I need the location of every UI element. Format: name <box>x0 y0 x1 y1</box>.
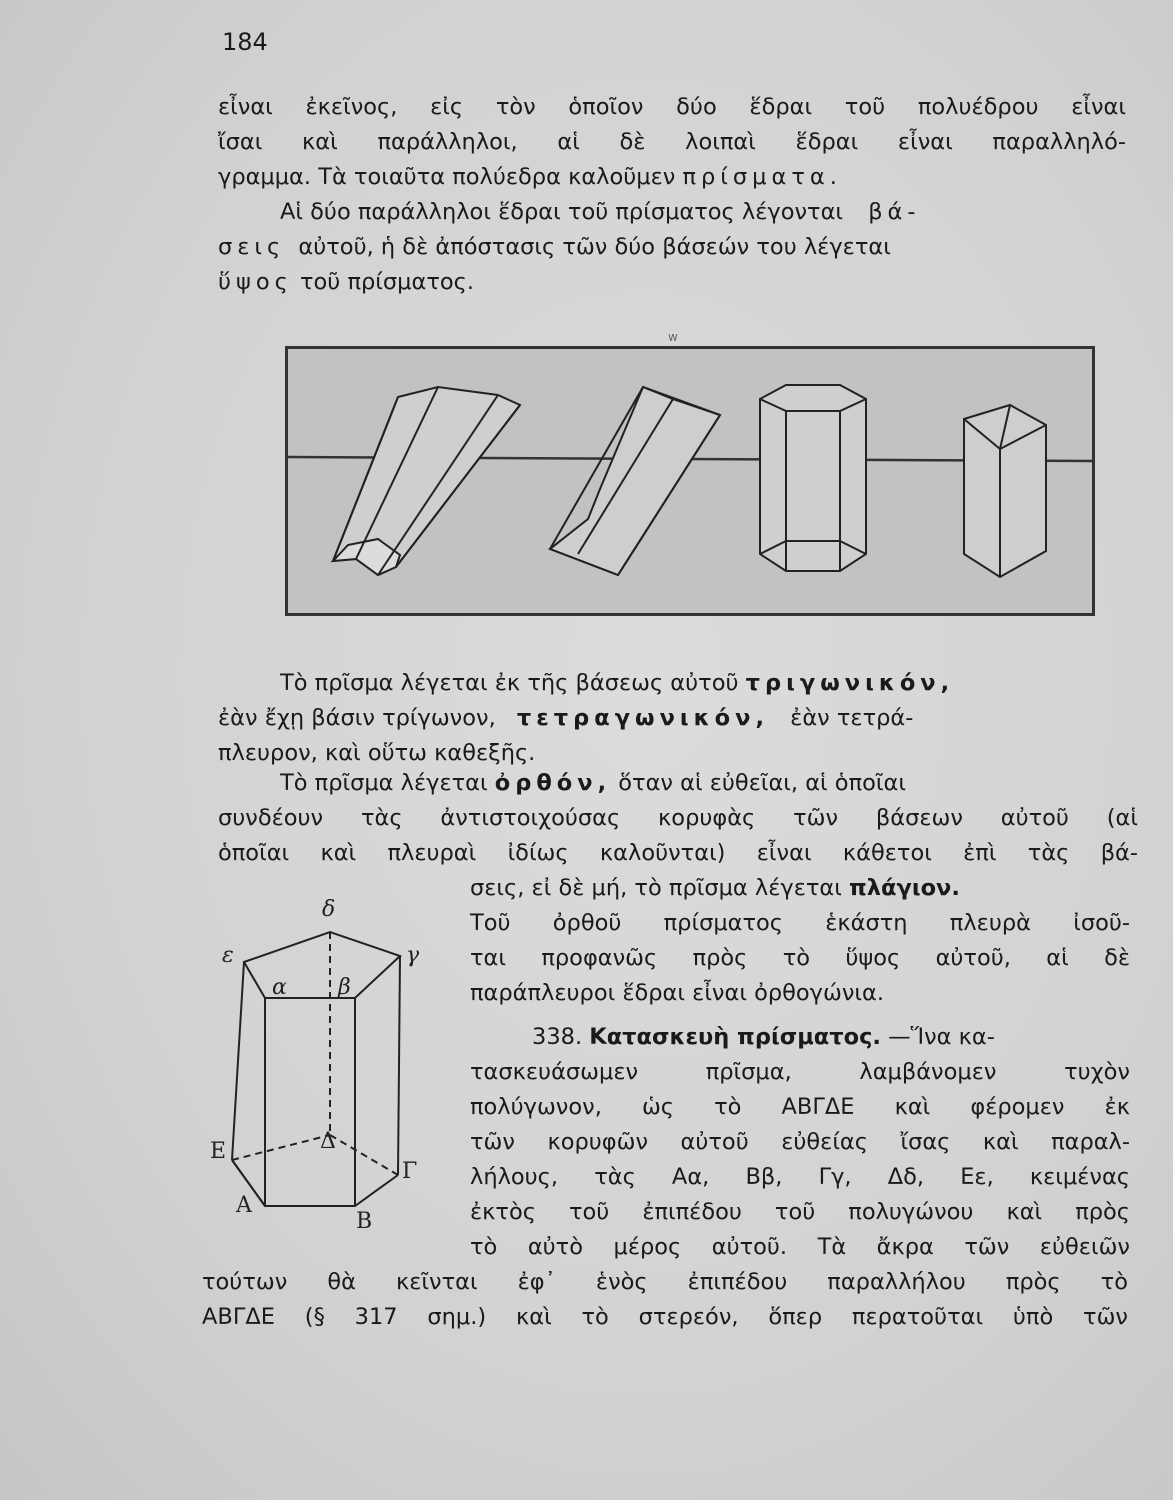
text-fragment: Τὸ πρῖσμα λέγεται <box>280 770 488 796</box>
text-fragment: αὐτοῦ, ἡ δὲ ἀπόστασις τῶν δύο βάσεών του λέγεται <box>298 234 891 260</box>
figure-top-mark: w <box>668 330 678 344</box>
text-line <box>470 871 1130 906</box>
paragraph-prism-definition <box>218 90 1126 195</box>
prisms-illustration <box>288 349 1092 613</box>
term-plagion: πλάγιον. <box>849 875 960 901</box>
label-delta-small: δ <box>322 897 336 922</box>
text-line: ΑΒΓΔΕ (§ 317 σημ.) καὶ τὸ στερεόν, ὅπερ περατοῦται ὑπὸ τῶν <box>202 1304 1128 1330</box>
text-line: τούτων θὰ κεῖνται ἐφ᾿ ἑνὸς ἐπιπέδου παραλλήλου πρὸς τὸ <box>202 1269 1128 1295</box>
text-line <box>218 666 1126 701</box>
label-gamma-small: γ <box>406 943 420 968</box>
text-line: τῶν κορυφῶν αὐτοῦ εὐθείας ἴσας καὶ παραλ- <box>470 1129 1130 1155</box>
term-orthon: ὀρθόν, <box>494 770 612 796</box>
right-tri-prism <box>964 405 1046 577</box>
text-line <box>218 195 1126 230</box>
section-heading-line <box>470 1020 1130 1055</box>
label-alpha-capital: Α <box>236 1193 252 1218</box>
text-line: ἴσαι καὶ παράλληλοι, αἱ δὲ λοιπαὶ ἕδραι εἶναι παραλληλό- <box>218 129 1126 155</box>
text-fragment: τοῦ πρίσματος. <box>300 269 475 295</box>
text-fragment: ἐὰν τετρά- <box>790 705 914 731</box>
term-baseis-cont: σεις <box>218 234 286 260</box>
text-line <box>218 160 1126 195</box>
label-epsilon-small: ε <box>222 943 234 968</box>
text-line: πλευρον, καὶ οὕτω καθεξῆς. <box>218 740 536 766</box>
paragraph-right-prism <box>218 766 1138 871</box>
text-fragment: ἐὰν ἔχῃ βάσιν τρίγωνον, <box>218 705 496 731</box>
text-line: πολύγωνον, ὡς τὸ ΑΒΓΔΕ καὶ φέρομεν ἐκ <box>470 1094 1130 1120</box>
text-line <box>218 701 1126 736</box>
paragraph-right-prism-cont <box>470 871 1130 1011</box>
section-number: 338. <box>532 1024 583 1050</box>
label-delta-capital: Δ <box>320 1129 336 1154</box>
text-line: εἶναι ἐκεῖνος, εἰς τὸν ὁποῖον δύο ἕδραι τοῦ πολυέδρου εἶναι <box>218 94 1126 120</box>
section-heading: Κατασκευὴ πρίσματος. <box>589 1024 881 1050</box>
label-gamma-capital: Γ <box>402 1159 418 1184</box>
text-line: ὁποῖαι καὶ πλευραὶ ἰδίως καλοῦνται) εἶναι κάθετοι ἐπὶ τὰς βά- <box>218 840 1138 866</box>
hex-prism-drawing <box>210 890 450 1230</box>
text-line <box>218 265 1126 300</box>
text-line: λήλους, τὰς Αα, Ββ, Γγ, Δδ, Εε, κειμένας <box>470 1164 1130 1190</box>
label-alpha-small: α <box>272 975 287 1000</box>
term-tetragonikon: τετραγωνικόν, <box>516 705 769 731</box>
label-beta-capital: Β <box>356 1209 373 1230</box>
label-epsilon-capital: Ε <box>210 1139 227 1164</box>
term-baseis: βά- <box>868 199 921 225</box>
text-line: τασκευάσωμεν πρῖσμα, λαμβάνομεν τυχὸν <box>470 1059 1130 1085</box>
text-fragment: γραμμα. Τὰ τοιαῦτα πολύεδρα καλοῦμεν <box>218 164 676 190</box>
page-number: 184 <box>222 28 268 56</box>
hex-prism-diagram <box>210 890 450 1230</box>
section-338-cont <box>202 1265 1128 1335</box>
paragraph-base-types <box>218 666 1126 771</box>
text-fragment: Αἱ δύο παράλληλοι ἕδραι τοῦ πρίσματος λέγονται <box>280 199 844 225</box>
text-line: ἐκτὸς τοῦ ἐπιπέδου τοῦ πολυγώνου καὶ πρὸς <box>470 1199 1130 1225</box>
text-line <box>218 766 1138 801</box>
right-hex-prism <box>760 385 866 571</box>
term-ypsos: ὕψος <box>218 269 293 295</box>
text-fragment: Τὸ πρῖσμα λέγεται ἐκ τῆς βάσεως αὐτοῦ <box>280 670 739 696</box>
text-line: ται προφανῶς πρὸς τὸ ὕψος αὐτοῦ, αἱ δὲ <box>470 945 1130 971</box>
text-fragment: —Ἵνα κα- <box>888 1024 995 1050</box>
prisms-figure <box>285 346 1095 616</box>
text-line: Τοῦ ὀρθοῦ πρίσματος ἑκάστη πλευρὰ ἰσοῦ- <box>470 910 1130 936</box>
text-fragment: ὅταν αἱ εὐθεῖαι, αἱ ὁποῖαι <box>618 770 906 796</box>
term-trigonikon: τριγωνικόν, <box>745 670 955 696</box>
label-beta-small: β <box>338 975 351 1000</box>
text-line: συνδέουν τὰς ἀντιστοιχούσας κορυφὰς τῶν βάσεων αὐτοῦ (αἱ <box>218 805 1138 831</box>
text-line: παράπλευροι ἕδραι εἶναι ὀρθογώνια. <box>470 980 884 1006</box>
term-prismata: πρίσματα. <box>682 164 842 190</box>
paragraph-bases-height <box>218 195 1126 300</box>
text-line <box>218 230 1126 265</box>
text-line: τὸ αὐτὸ μέρος αὐτοῦ. Τὰ ἄκρα τῶν εὐθειῶν <box>470 1234 1130 1260</box>
section-338 <box>470 1020 1130 1265</box>
text-fragment: σεις, εἰ δὲ μή, τὸ πρῖσμα λέγεται <box>470 875 842 901</box>
